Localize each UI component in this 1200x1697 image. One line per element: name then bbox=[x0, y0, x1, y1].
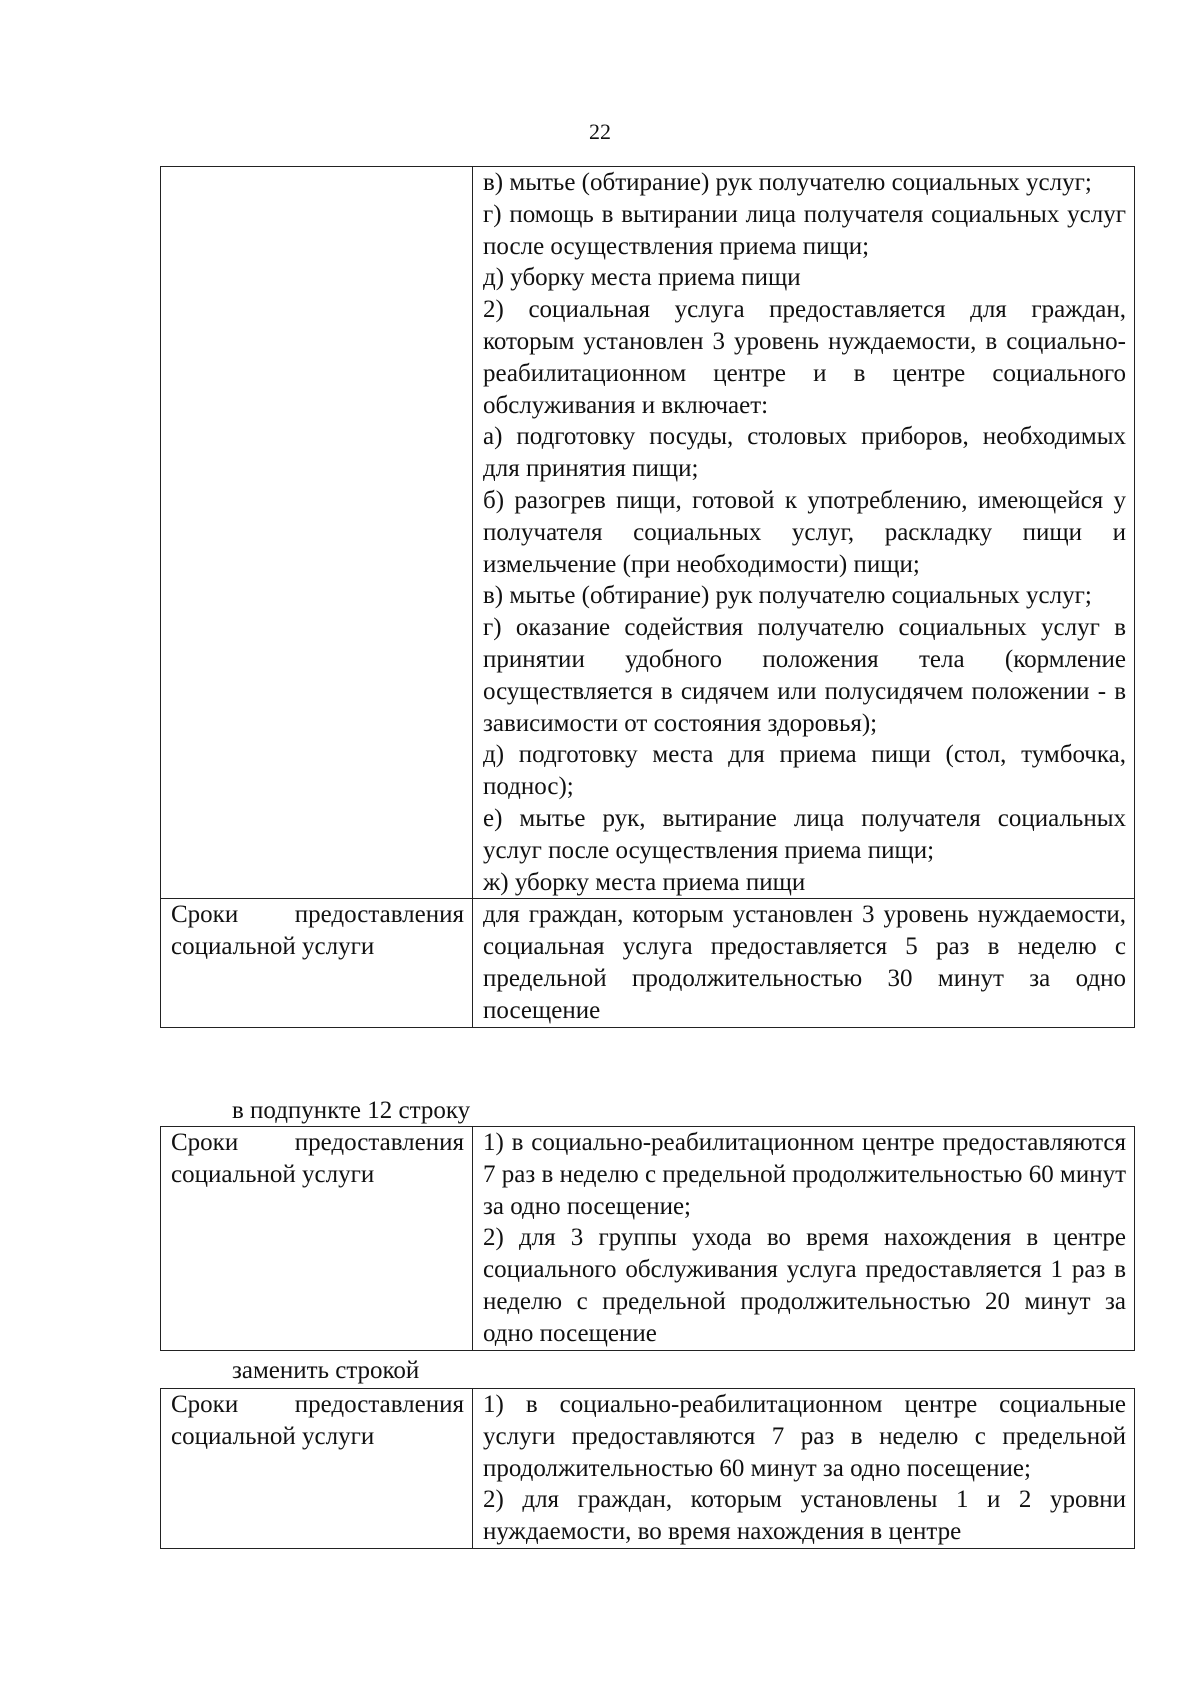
list-item: а) подготовку посуды, столовых приборов, необходимых для принятия пищи; bbox=[483, 423, 1126, 483]
list-item: 2) для 3 группы ухода во время нахождения в центре социального обслуживания услуга предоставляется 1 раз в неделю с предельной продолжительностью 20 минут за одно посещение bbox=[483, 1224, 1126, 1347]
list-item: ж) уборку места приема пищи bbox=[483, 868, 806, 896]
list-item: д) уборку места приема пищи bbox=[483, 264, 801, 292]
term-value-cell bbox=[473, 1389, 1135, 1549]
term-value-cell: для граждан, которым установлен 3 уровень нуждаемости, социальная услуга предоставляется 5 раз в неделю с предельной продолжительностью 30 минут за одно посещение bbox=[473, 899, 1135, 1027]
list-item: г) оказание содействия получателю социальных услуг в принятии удобного положения тела (кормление осуществляется в сидячем или полусидячем положении - в зависимости от состояния здоровья); bbox=[483, 614, 1126, 737]
page-number: 22 bbox=[589, 119, 611, 144]
table-row bbox=[161, 899, 1135, 1027]
table-row bbox=[161, 1389, 1135, 1549]
new-row-table bbox=[160, 1388, 1135, 1549]
list-item: д) подготовку места для приема пищи (стол, тумбочка, поднос); bbox=[483, 741, 1126, 801]
list-item: 1) в социально-реабилитационном центре социальные услуги предоставляются 7 раз в неделю с предельной продолжительностью 60 минут за одно посещение; bbox=[483, 1391, 1126, 1482]
term-value-cell bbox=[473, 1127, 1135, 1351]
table-row bbox=[161, 167, 1135, 899]
term-label-cell: Сроки предоставления социальной услуги bbox=[161, 1389, 473, 1549]
list-item: 2) социальная услуга предоставляется для граждан, которым установлен 3 уровень нуждаемости, в социально-реабилитационном центре и в центре социального обслуживания и включает: bbox=[483, 296, 1126, 419]
old-row-table bbox=[160, 1126, 1135, 1351]
service-content-cell bbox=[473, 167, 1135, 899]
list-item: в) мытье (обтирание) рук получателю социальных услуг; bbox=[483, 582, 1092, 610]
list-item: 2) для граждан, которым установлены 1 и 2 уровни нуждаемости, во время нахождения в центре bbox=[483, 1486, 1126, 1546]
list-item: 1) в социально-реабилитационном центре предоставляются 7 раз в неделю с предельной продолжительностью 60 минут за одно посещение; bbox=[483, 1129, 1126, 1220]
list-item: б) разогрев пищи, готовой к употреблению, имеющейся у получателя социальных услуг, раскладку пищи и измельчение (при необходимости) пищи; bbox=[483, 486, 1126, 578]
table-cell-empty bbox=[161, 167, 473, 899]
term-label-cell: Сроки предоставления социальной услуги bbox=[161, 899, 473, 1027]
list-item: в) мытье (обтирание) рук получателю социальных услуг; bbox=[483, 169, 1092, 196]
list-item: е) мытье рук, вытирание лица получателя социальных услуг после осуществления приема пищи; bbox=[483, 804, 1126, 864]
instruction-caption: заменить строкой bbox=[232, 1357, 420, 1384]
term-label-cell: Сроки предоставления социальной услуги bbox=[161, 1127, 473, 1351]
instruction-caption: в подпункте 12 строку bbox=[232, 1097, 471, 1124]
service-table-continuation bbox=[160, 166, 1135, 1028]
table-row bbox=[161, 1127, 1135, 1351]
list-item: г) помощь в вытирании лица получателя социальных услуг после осуществления приема пищи; bbox=[483, 200, 1126, 260]
